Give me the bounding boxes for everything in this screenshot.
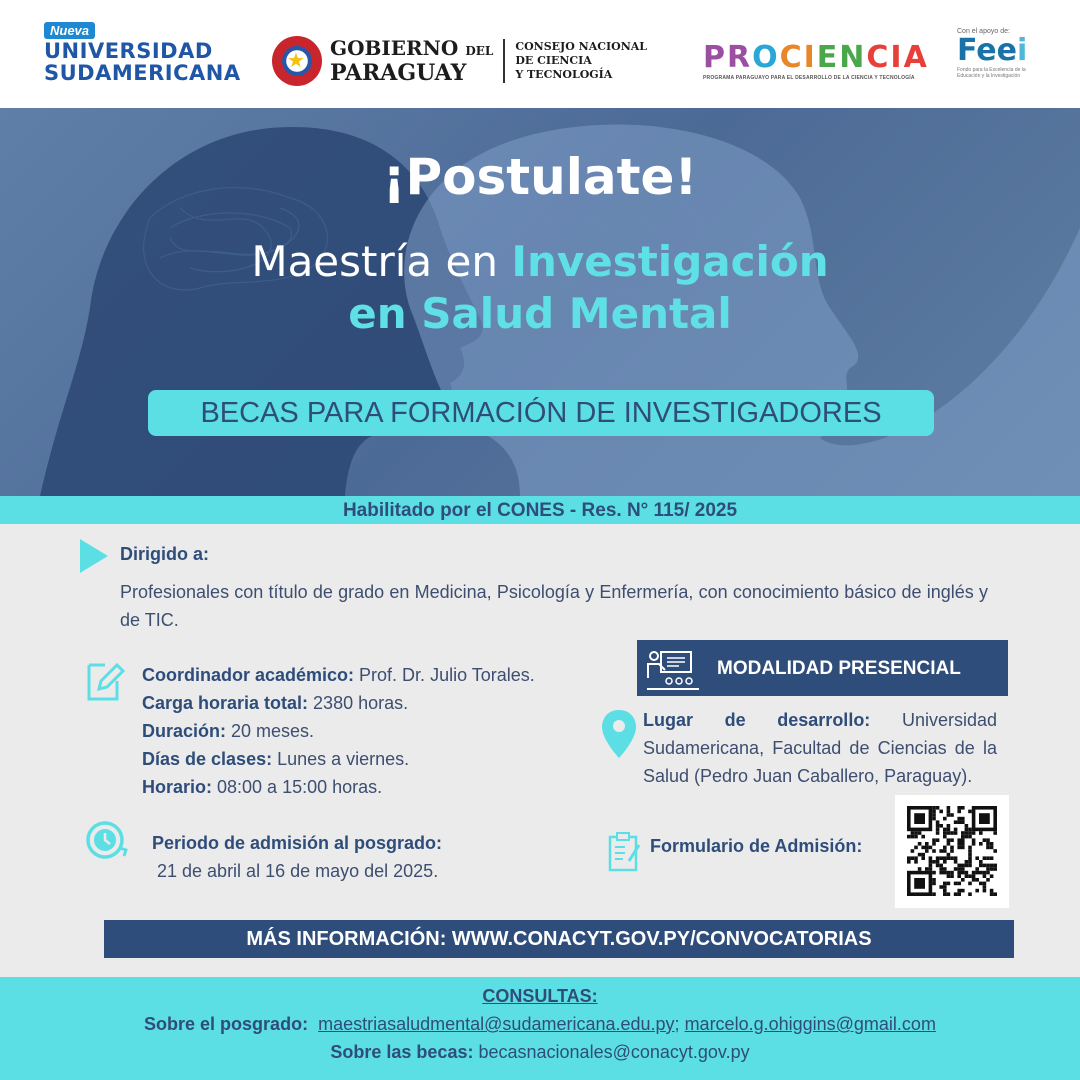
prociencia-subtitle: PROGRAMA PARAGUAYO PARA EL DESARROLLO DE LA CIENCIA Y TECNOLOGÍA [703,75,915,81]
clipboard-form-icon [607,831,643,873]
logo-badge: Nueva [44,22,95,39]
mas-informacion-bar[interactable]: MÁS INFORMACIÓN: WWW.CONACYT.GOV.PY/CONVOCATORIAS [104,920,1014,958]
conacyt-name: CONSEJO NACIONAL DE CIENCIA Y TECNOLOGÍA [515,40,648,81]
postulate-heading: ¡Postulate! [382,148,698,206]
detail-row: Días de clases: Lunes a viernes. [142,749,410,769]
consultas-becas-line [0,1042,1080,1063]
consultas-title: CONSULTAS: [482,986,598,1006]
admission-form-qr-code[interactable] [895,795,1009,908]
feei-subtitle: Fondo para la Excelencia de la Educación y la Investigación [957,67,1026,79]
email-link-coordinador[interactable]: marcelo.g.ohiggins@gmail.com [684,1014,936,1034]
logo-line-2: SUDAMERICANA [44,61,241,85]
becas-label: Sobre las becas: [330,1042,474,1062]
header-logo-bar [0,0,1080,108]
dirigido-title: Dirigido a: [120,544,209,564]
program-details [142,661,535,801]
consultas-posgrado-line: Sobre el posgrado: maestriasaludmental@sudamericana.edu.py; marcelo.g.ohiggins@gmail.com [144,1014,936,1034]
becas-banner: BECAS PARA FORMACIÓN DE INVESTIGADORES [148,390,934,436]
feei-logo: Con el apoyo de: Feei Fondo para la Excelencia de la Educación y la Investigación [957,28,1028,79]
posgrado-label: Sobre el posgrado [144,1014,303,1034]
consultas-footer [0,977,1080,1080]
logo-line-1: UNIVERSIDAD [44,39,213,63]
program-title-highlight-1: Investigación [511,237,829,286]
periodo-dates: 21 de abril al 16 de mayo del 2025. [157,861,439,881]
formulario-label: Formulario de Admisión: [650,836,863,856]
lugar-desarrollo [643,706,997,790]
classroom-teacher-icon [645,648,701,690]
detail-row: Carga horaria total: 2380 horas. [142,693,409,713]
email-becas[interactable]: becasnacionales@conacyt.gov.py [478,1042,750,1062]
gob-line-1: GOBIERNO [330,35,459,60]
periodo-title: Periodo de admisión al posgrado: [152,833,443,853]
cones-bar: Habilitado por el CONES - Res. N° 115/ 2025 [0,496,1080,524]
hero-banner [0,108,1080,496]
dirigido-text: Profesionales con título de grado en Medicina, Psicología y Enfermería, con conocimiento básico de inglés y de TIC. [120,582,988,630]
program-title [0,236,1080,340]
lugar-label: Lugar de desarrollo: [643,710,871,730]
logo-divider [503,39,505,83]
lugar-value: Universidad Sudamericana, Facultad de Ciencias de la Salud (Pedro Juan Caballero, Paraguay). [643,710,997,786]
program-title-prefix: Maestría en [251,237,498,286]
detail-row: Horario: 08:00 a 15:00 horas. [142,777,383,797]
detail-row: Duración: 20 meses. [142,721,315,741]
prociencia-logo: PROCIENCIA PROGRAMA PARAGUAYO PARA EL DESARROLLO DE LA CIENCIA Y TECNOLOGÍA [703,40,929,81]
universidad-sudamericana-logo [44,22,241,84]
feei-apoyo-label: Con el apoyo de: [957,28,1010,35]
modalidad-label: MODALIDAD PRESENCIAL [717,658,961,679]
gob-line-2: PARAGUAY [330,59,467,86]
gobierno-paraguay-logo [272,36,647,86]
modalidad-banner [637,640,1008,696]
detail-row: Coordinador académico: Prof. Dr. Julio Torales. [142,665,535,685]
paraguay-seal-icon: ★ [272,36,322,86]
email-link-posgrado[interactable]: maestriasaludmental@sudamericana.edu.py [318,1014,675,1034]
gob-del: DEL [465,43,494,58]
clock-icon [84,818,130,864]
play-arrow-icon [80,539,108,573]
location-pin-icon [600,708,638,760]
program-title-highlight-2: en Salud Mental [348,289,732,338]
edit-document-icon [85,659,125,703]
